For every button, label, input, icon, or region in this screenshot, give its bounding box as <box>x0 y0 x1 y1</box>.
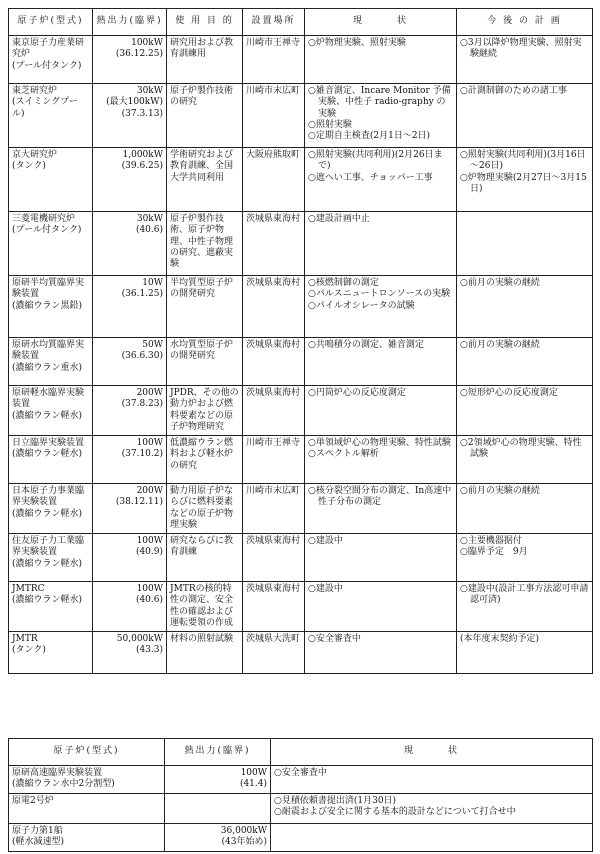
reactor-name: 住友原子力工業臨界実験装置 (濃縮ウラン軽水) <box>9 534 93 582</box>
list-item: (本年度末契約予定) <box>460 634 540 644</box>
location: 茨城県東海村 <box>243 276 305 338</box>
list-item: ○円筒炉心の反応度測定 <box>308 388 406 398</box>
header-reactor: 原子炉(型式) <box>9 9 93 36</box>
reactor-status-table <box>8 8 593 674</box>
location: 川崎市王禅寺 <box>243 436 305 484</box>
header-power: 熱出力(臨界) <box>93 9 167 36</box>
future-plan <box>457 582 593 632</box>
current-status <box>271 794 593 824</box>
header-status: 現 状 <box>271 739 593 766</box>
location: 川崎市末広町 <box>243 84 305 148</box>
current-status <box>305 212 457 276</box>
purpose: 原子炉製作技術の研究 <box>167 84 243 148</box>
thermal-power: 10W (36.1.25) <box>93 276 167 338</box>
list-item: ○建設中 <box>308 584 343 594</box>
location: 川崎市王禅寺 <box>243 36 305 84</box>
planned-reactor-table <box>8 738 593 852</box>
current-status <box>305 582 457 632</box>
thermal-power: 100W (40.9) <box>93 534 167 582</box>
current-status <box>271 766 593 794</box>
list-item: ○パイルオシレータの試験 <box>308 300 415 311</box>
reactor-name: 原研軽水臨界実験装置 (濃縮ウラン軽水) <box>9 386 93 436</box>
list-item: ○主要機器据付 <box>460 536 522 546</box>
list-item: ○定期自主検査(2月1日～2日) <box>308 131 431 141</box>
thermal-power: 36,000kW (43年始め) <box>165 824 271 852</box>
list-item: ○計測制御のための諸工事 <box>460 86 567 96</box>
list-item: ○安全審査中 <box>274 768 327 778</box>
future-plan <box>457 534 593 582</box>
current-status <box>305 386 457 436</box>
list-item: ○建設中(設計工事方法認可申請認可済) <box>460 584 589 606</box>
location: 茨城県東海村 <box>243 338 305 386</box>
list-item: ○臨界予定 9月 <box>460 547 528 558</box>
list-item: ○短形炉心の反応度測定 <box>460 388 558 398</box>
reactor-name: 原研半均質臨界実験装置 (濃縮ウラン黒鉛) <box>9 276 93 338</box>
purpose: 水均質型原子炉の開発研究 <box>167 338 243 386</box>
header-purpose: 使 用 目 的 <box>167 9 243 36</box>
table-row <box>9 212 593 276</box>
current-status <box>305 148 457 212</box>
purpose: 学術研究および教育訓練、全国大学共同利用 <box>167 148 243 212</box>
future-plan <box>457 84 593 148</box>
current-status <box>305 632 457 674</box>
location: 茨城県東海村 <box>243 534 305 582</box>
thermal-power: 100W (40.6) <box>93 582 167 632</box>
list-item: ○照射実験(共同利用)(3月16日～26日) <box>460 150 586 172</box>
current-status <box>305 484 457 534</box>
list-item: ○見積依頼書提出済(1月30日) <box>274 796 397 806</box>
thermal-power: 30kW (最大100kW) (37.3.13) <box>93 84 167 148</box>
table-row <box>9 36 593 84</box>
purpose: JPDR、その他の動力炉および燃料要素などの原子炉物理研究 <box>167 386 243 436</box>
current-status <box>305 338 457 386</box>
table-header-row <box>9 739 593 766</box>
table-body <box>9 766 593 852</box>
list-item: ○建設計画中止 <box>308 214 370 224</box>
reactor-name: 原研高速臨界実験装置 (濃縮ウラン水中2分割型) <box>9 766 165 794</box>
table-row <box>9 534 593 582</box>
list-item: ○遮へい工事、チョッパー工事 <box>308 172 433 183</box>
reactor-name: 三菱電機研究炉 (プール付タンク) <box>9 212 93 276</box>
list-item: ○3月以降炉物理実験、照射実験継続 <box>460 38 582 60</box>
thermal-power: 100W (37.10.2) <box>93 436 167 484</box>
current-status <box>271 824 593 852</box>
future-plan <box>457 484 593 534</box>
reactor-name: JMTRC (濃縮ウラン軽水) <box>9 582 93 632</box>
list-item: ○パルスニュートロンソースの実験 <box>308 289 451 300</box>
header-status: 現 状 <box>305 9 457 36</box>
list-item: ○炉物理実験(2月27日～3月15日) <box>460 172 587 194</box>
location: 茨城県大洗町 <box>243 632 305 674</box>
location: 茨城県東海村 <box>243 212 305 276</box>
reactor-name: 京大研究炉 (タンク) <box>9 148 93 212</box>
list-item: ○雑音測定、Incare Monitor 予備実験、中性子 radio-graphy の実験 <box>308 86 451 119</box>
header-location: 設置場所 <box>243 9 305 36</box>
reactor-name: 日立臨界実験装置 (濃縮ウラン軽水) <box>9 436 93 484</box>
purpose: 半均質型原子炉の開発研究 <box>167 276 243 338</box>
header-reactor: 原子炉(型式) <box>9 739 165 766</box>
reactor-name: 原研水均質臨界実験装置 (濃縮ウラン重水) <box>9 338 93 386</box>
table-row <box>9 148 593 212</box>
thermal-power: 100W (41.4) <box>165 766 271 794</box>
current-status <box>305 84 457 148</box>
table-row <box>9 824 593 852</box>
thermal-power: 50,000kW (43.3) <box>93 632 167 674</box>
reactor-name: JMTR (タンク) <box>9 632 93 674</box>
list-item: ○照射実験 <box>308 119 352 130</box>
table-row <box>9 386 593 436</box>
list-item: ○核分裂空間分布の測定、In高速中性子分布の測定 <box>308 486 452 508</box>
list-item: ○建設中 <box>308 536 343 546</box>
table-row <box>9 632 593 674</box>
list-item: ○照射実験(共同利用)(2月26日まで) <box>308 150 443 172</box>
header-power: 熱出力(臨界) <box>165 739 271 766</box>
list-item: ○炉物理実験、照射実験 <box>308 38 406 48</box>
purpose: 低濃縮ウラン燃料および軽水炉の研究 <box>167 436 243 484</box>
list-item: ○前月の実験の継続 <box>460 486 540 496</box>
future-plan <box>457 148 593 212</box>
list-item: ○安全審査中 <box>308 634 361 644</box>
table-row <box>9 338 593 386</box>
list-item: ○前月の実験の継続 <box>460 340 540 350</box>
list-item: ○共鳴積分の測定、雑音測定 <box>308 340 424 350</box>
table-header-row <box>9 9 593 36</box>
list-item: ○耐震および安全に関する基本的設計などについて打合せ中 <box>274 807 516 818</box>
table-row <box>9 276 593 338</box>
location: 茨城県東海村 <box>243 582 305 632</box>
thermal-power: 50W (36.6.30) <box>93 338 167 386</box>
table-row <box>9 84 593 148</box>
future-plan <box>457 338 593 386</box>
header-plan: 今 後 の 計 画 <box>457 9 593 36</box>
future-plan <box>457 386 593 436</box>
table-row <box>9 436 593 484</box>
reactor-name: 東京原子力産業研究炉 (プール付タンク) <box>9 36 93 84</box>
current-status <box>305 436 457 484</box>
future-plan <box>457 632 593 674</box>
thermal-power: 30kW (40.6) <box>93 212 167 276</box>
current-status <box>305 534 457 582</box>
purpose: JMTRの核的特性の測定、安全性の確認および運転要領の作成 <box>167 582 243 632</box>
table-body <box>9 36 593 674</box>
location: 大阪府熊取町 <box>243 148 305 212</box>
thermal-power <box>165 794 271 824</box>
thermal-power: 200W (38.12.11) <box>93 484 167 534</box>
list-item: ○スペクトル解析 <box>308 449 379 460</box>
thermal-power: 100kW (36.12.25) <box>93 36 167 84</box>
reactor-name: 原子力第1船 (軽水減速型) <box>9 824 165 852</box>
current-status <box>305 276 457 338</box>
reactor-name: 日本原子力事業臨界実験装置 (濃縮ウラン軽水) <box>9 484 93 534</box>
current-status <box>305 36 457 84</box>
list-item: ○前月の実験の継続 <box>460 278 540 288</box>
list-item: ○核燃制御の測定 <box>308 278 379 288</box>
table-row <box>9 582 593 632</box>
thermal-power: 200W (37.8.23) <box>93 386 167 436</box>
future-plan <box>457 436 593 484</box>
future-plan <box>457 212 593 276</box>
purpose: 研究ならびに教育訓練 <box>167 534 243 582</box>
purpose: 研究用および教育訓練用 <box>167 36 243 84</box>
future-plan <box>457 276 593 338</box>
reactor-name: 原電2号炉 <box>9 794 165 824</box>
purpose: 動力用原子炉ならびに燃料要素などの原子炉物理実験 <box>167 484 243 534</box>
list-item: ○2領域炉心の物理実験、特性試験 <box>460 438 582 460</box>
table-row <box>9 766 593 794</box>
reactor-name: 東芝研究炉 (スイミングプール) <box>9 84 93 148</box>
purpose: 原子炉製作技術、原子炉物理、中性子物理の研究、遮蔽実験 <box>167 212 243 276</box>
list-item: ○単領域炉心の物理実験、特性試験 <box>308 438 451 448</box>
future-plan <box>457 36 593 84</box>
table-row <box>9 484 593 534</box>
thermal-power: 1,000kW (39.6.25) <box>93 148 167 212</box>
purpose: 材料の照射試験 <box>167 632 243 674</box>
location: 茨城県東海村 <box>243 386 305 436</box>
table-row <box>9 794 593 824</box>
location: 川崎市末広町 <box>243 484 305 534</box>
